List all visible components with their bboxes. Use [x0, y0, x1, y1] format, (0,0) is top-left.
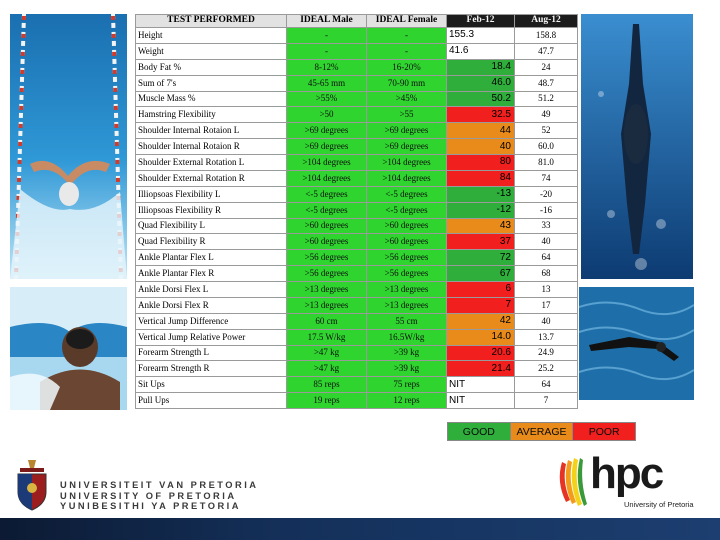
aug-value-cell: 17 — [515, 297, 578, 313]
table-row — [136, 202, 578, 218]
aug-value-cell: -16 — [515, 202, 578, 218]
aug-value-cell: 49 — [515, 107, 578, 123]
table-row — [136, 43, 578, 59]
ideal-female-cell: >45% — [367, 91, 447, 107]
feb-value-cell: NIT — [447, 393, 515, 409]
feb-value-cell: 41.6 — [447, 43, 515, 59]
table-row — [136, 155, 578, 171]
ideal-female-cell: >13 degrees — [367, 297, 447, 313]
aug-value-cell: 64 — [515, 377, 578, 393]
feb-value-cell: 84 — [447, 170, 515, 186]
hpc-subtitle: University of Pretoria — [624, 500, 694, 509]
ideal-male-cell: >13 degrees — [287, 282, 367, 298]
test-name-cell: Shoulder Internal Rotaion R — [136, 139, 287, 155]
swimmer-underwater-photo — [581, 14, 693, 279]
header-ideal-female: IDEAL Female — [367, 15, 447, 28]
aug-value-cell: 24.9 — [515, 345, 578, 361]
table-row — [136, 59, 578, 75]
test-name-cell: Illiopsoas Flexibility R — [136, 202, 287, 218]
ideal-female-cell: - — [367, 28, 447, 44]
university-name-sepedi: YUNIBESITHI YA PRETORIA — [60, 501, 241, 511]
ideal-female-cell: >39 kg — [367, 345, 447, 361]
footer-bar — [0, 518, 720, 540]
test-name-cell: Forearm Strength L — [136, 345, 287, 361]
aug-value-cell: 68 — [515, 266, 578, 282]
ideal-male-cell: >69 degrees — [287, 139, 367, 155]
aug-value-cell: 81.0 — [515, 155, 578, 171]
test-name-cell: Shoulder External Rotation R — [136, 170, 287, 186]
ideal-male-cell: 8-12% — [287, 59, 367, 75]
aug-value-cell: 13.7 — [515, 329, 578, 345]
test-name-cell: Forearm Strength R — [136, 361, 287, 377]
test-name-cell: Vertical Jump Difference — [136, 313, 287, 329]
feb-value-cell: 46.0 — [447, 75, 515, 91]
test-name-cell: Vertical Jump Relative Power — [136, 329, 287, 345]
test-name-cell: Shoulder External Rotation L — [136, 155, 287, 171]
aug-value-cell: 51.2 — [515, 91, 578, 107]
feb-value-cell: 80 — [447, 155, 515, 171]
ideal-female-cell: 70-90 mm — [367, 75, 447, 91]
ideal-female-cell: >104 degrees — [367, 170, 447, 186]
feb-value-cell: 20.6 — [447, 345, 515, 361]
table-row — [136, 345, 578, 361]
legend-average: AVERAGE — [511, 423, 574, 440]
ideal-female-cell: 55 cm — [367, 313, 447, 329]
aug-value-cell: 74 — [515, 170, 578, 186]
ideal-male-cell: >60 degrees — [287, 234, 367, 250]
swimmer-dive-photo — [579, 287, 694, 400]
test-name-cell: Ankle Dorsi Flex R — [136, 297, 287, 313]
test-name-cell: Ankle Dorsi Flex L — [136, 282, 287, 298]
ideal-female-cell: 16-20% — [367, 59, 447, 75]
feb-value-cell: 42 — [447, 313, 515, 329]
feb-value-cell: 67 — [447, 266, 515, 282]
ideal-male-cell: >60 degrees — [287, 218, 367, 234]
ideal-female-cell: - — [367, 43, 447, 59]
university-name — [60, 480, 259, 512]
status-legend — [447, 422, 636, 441]
aug-value-cell: 47.7 — [515, 43, 578, 59]
feb-value-cell: 72 — [447, 250, 515, 266]
ideal-female-cell: >56 degrees — [367, 250, 447, 266]
feb-value-cell: 40 — [447, 139, 515, 155]
table-row — [136, 75, 578, 91]
table-row — [136, 91, 578, 107]
feb-value-cell: 44 — [447, 123, 515, 139]
ideal-male-cell: <-5 degrees — [287, 186, 367, 202]
ideal-female-cell: >55 — [367, 107, 447, 123]
ideal-male-cell: 85 reps — [287, 377, 367, 393]
table-row — [136, 393, 578, 409]
ideal-male-cell: >47 kg — [287, 361, 367, 377]
table-row — [136, 218, 578, 234]
feb-value-cell: 18.4 — [447, 59, 515, 75]
aug-value-cell: 64 — [515, 250, 578, 266]
legend-poor: POOR — [573, 423, 635, 440]
table-row — [136, 170, 578, 186]
ideal-female-cell: <-5 degrees — [367, 186, 447, 202]
aug-value-cell: 48.7 — [515, 75, 578, 91]
ideal-male-cell: 45-65 mm — [287, 75, 367, 91]
header-ideal-male: IDEAL Male — [287, 15, 367, 28]
test-name-cell: Sit Ups — [136, 377, 287, 393]
table-row — [136, 234, 578, 250]
feb-value-cell: 14.0 — [447, 329, 515, 345]
ideal-male-cell: - — [287, 28, 367, 44]
aug-value-cell: 40 — [515, 234, 578, 250]
aug-value-cell: 40 — [515, 313, 578, 329]
ideal-male-cell: >50 — [287, 107, 367, 123]
header-feb-12: Feb-12 — [447, 15, 515, 28]
table-row — [136, 28, 578, 44]
hpc-wordmark: hpc — [590, 449, 663, 498]
ideal-female-cell: >60 degrees — [367, 234, 447, 250]
feb-value-cell: 50.2 — [447, 91, 515, 107]
ideal-female-cell: 12 reps — [367, 393, 447, 409]
test-name-cell: Hamstring Flexibility — [136, 107, 287, 123]
aug-value-cell: 33 — [515, 218, 578, 234]
ideal-male-cell: >56 degrees — [287, 266, 367, 282]
feb-value-cell: 43 — [447, 218, 515, 234]
swimmer-butterfly-photo — [10, 287, 127, 410]
test-name-cell: Body Fat % — [136, 59, 287, 75]
ideal-male-cell: >47 kg — [287, 345, 367, 361]
feb-value-cell: 21.4 — [447, 361, 515, 377]
university-crest-icon — [14, 458, 50, 512]
ideal-male-cell: >13 degrees — [287, 297, 367, 313]
table-row — [136, 139, 578, 155]
table-row — [136, 123, 578, 139]
feb-value-cell: 7 — [447, 297, 515, 313]
test-name-cell: Pull Ups — [136, 393, 287, 409]
swimmer-freestyle-photo — [10, 14, 127, 279]
aug-value-cell: -20 — [515, 186, 578, 202]
ideal-female-cell: >56 degrees — [367, 266, 447, 282]
table-row — [136, 377, 578, 393]
aug-value-cell: 7 — [515, 393, 578, 409]
table-row — [136, 266, 578, 282]
table-row — [136, 107, 578, 123]
aug-value-cell: 60.0 — [515, 139, 578, 155]
aug-value-cell: 52 — [515, 123, 578, 139]
test-name-cell: Ankle Plantar Flex L — [136, 250, 287, 266]
test-name-cell: Height — [136, 28, 287, 44]
table-row — [136, 329, 578, 345]
ideal-female-cell: >13 degrees — [367, 282, 447, 298]
feb-value-cell: 6 — [447, 282, 515, 298]
results-table — [135, 14, 577, 409]
feb-value-cell: 37 — [447, 234, 515, 250]
ideal-male-cell: 60 cm — [287, 313, 367, 329]
test-name-cell: Sum of 7's — [136, 75, 287, 91]
aug-value-cell: 13 — [515, 282, 578, 298]
header-test-performed: TEST PERFORMED — [136, 15, 287, 28]
ideal-female-cell: 16.5W/kg — [367, 329, 447, 345]
hpc-stripes-icon — [560, 458, 587, 506]
legend-good: GOOD — [448, 423, 511, 440]
ideal-male-cell: 17.5 W/kg — [287, 329, 367, 345]
test-name-cell: Ankle Plantar Flex R — [136, 266, 287, 282]
feb-value-cell: 155.3 — [447, 28, 515, 44]
test-name-cell: Quad Flexibility R — [136, 234, 287, 250]
aug-value-cell: 25.2 — [515, 361, 578, 377]
ideal-female-cell: <-5 degrees — [367, 202, 447, 218]
table-row — [136, 361, 578, 377]
university-name-english: UNIVERSITY OF PRETORIA — [60, 490, 237, 501]
table-row — [136, 313, 578, 329]
ideal-male-cell: >56 degrees — [287, 250, 367, 266]
ideal-male-cell: - — [287, 43, 367, 59]
ideal-male-cell: >69 degrees — [287, 123, 367, 139]
hpc-logo — [552, 449, 714, 514]
table-row — [136, 250, 578, 266]
feb-value-cell: -13 — [447, 186, 515, 202]
ideal-female-cell: >39 kg — [367, 361, 447, 377]
test-name-cell: Illiopsoas Flexibility L — [136, 186, 287, 202]
table-row — [136, 297, 578, 313]
test-name-cell: Shoulder Internal Rotaion L — [136, 123, 287, 139]
table-row — [136, 282, 578, 298]
university-name-afrikaans: UNIVERSITEIT VAN PRETORIA — [60, 480, 259, 490]
ideal-male-cell: 19 reps — [287, 393, 367, 409]
ideal-male-cell: >55% — [287, 91, 367, 107]
aug-value-cell: 24 — [515, 59, 578, 75]
ideal-female-cell: >69 degrees — [367, 123, 447, 139]
ideal-male-cell: >104 degrees — [287, 170, 367, 186]
table-row — [136, 186, 578, 202]
test-name-cell: Weight — [136, 43, 287, 59]
test-name-cell: Muscle Mass % — [136, 91, 287, 107]
test-name-cell: Quad Flexibility L — [136, 218, 287, 234]
ideal-female-cell: >104 degrees — [367, 155, 447, 171]
header-aug-12: Aug-12 — [515, 15, 578, 28]
ideal-female-cell: >60 degrees — [367, 218, 447, 234]
feb-value-cell: NIT — [447, 377, 515, 393]
aug-value-cell: 158.8 — [515, 28, 578, 44]
feb-value-cell: -12 — [447, 202, 515, 218]
ideal-female-cell: >69 degrees — [367, 139, 447, 155]
ideal-male-cell: <-5 degrees — [287, 202, 367, 218]
feb-value-cell: 32.5 — [447, 107, 515, 123]
ideal-male-cell: >104 degrees — [287, 155, 367, 171]
ideal-female-cell: 75 reps — [367, 377, 447, 393]
